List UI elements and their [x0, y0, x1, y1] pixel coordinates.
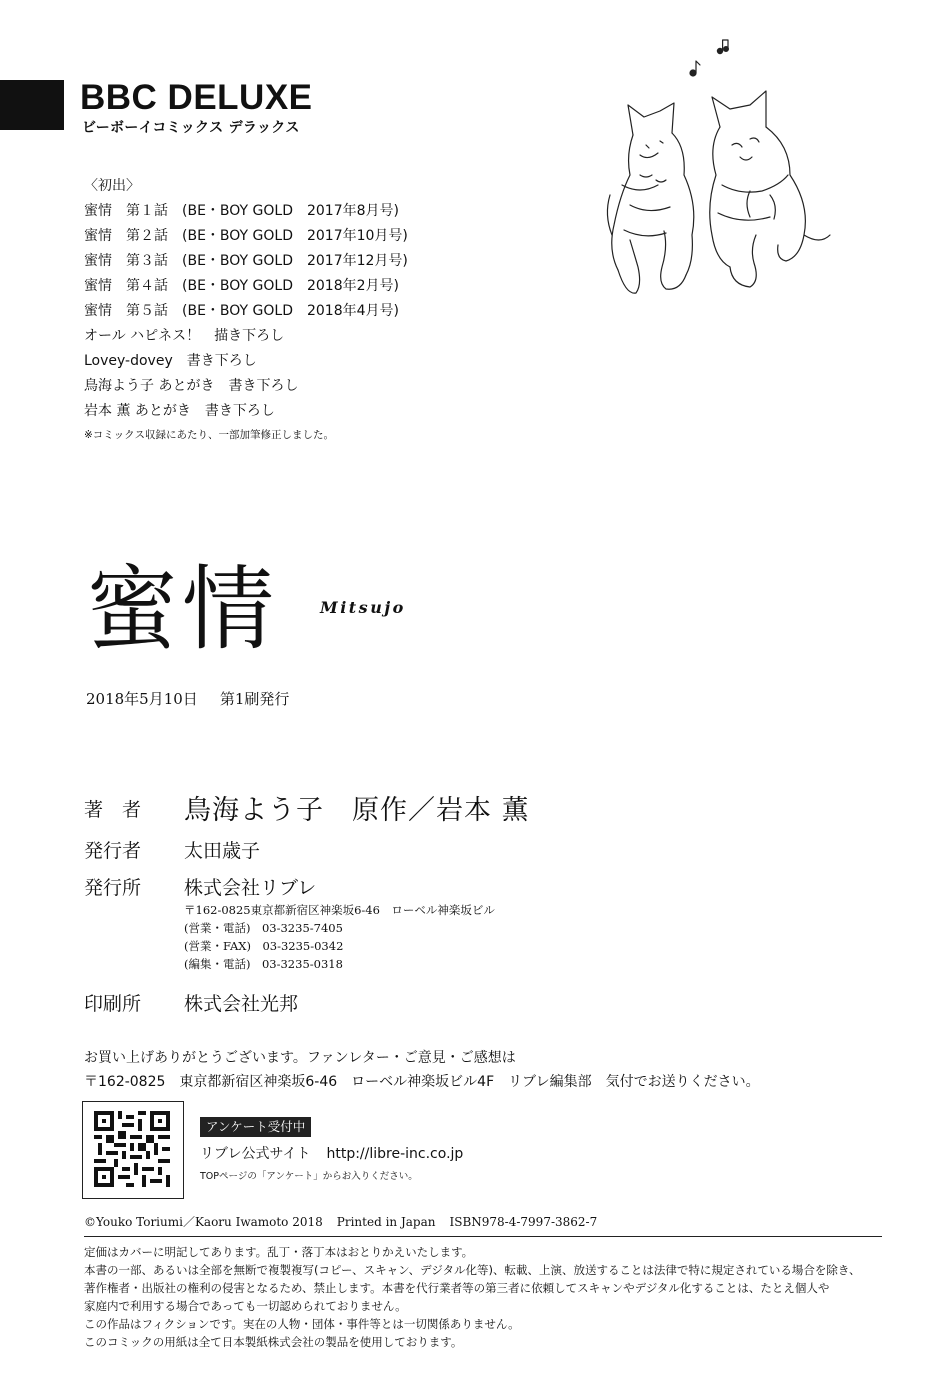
origin-item: オール ハピネス！ 描き下ろし — [84, 328, 285, 344]
music-note-icon — [690, 40, 728, 76]
official-site-link[interactable]: http://libre-inc.co.jp — [326, 1146, 464, 1162]
fan-letter-info — [84, 1046, 760, 1094]
legal-line: 家庭内で利用する場合であっても一切認められておりません。 — [84, 1299, 407, 1313]
publisher-address — [184, 901, 495, 973]
address-line: (営業・電話) 03-3235-7405 — [184, 921, 343, 935]
publication-date-value: 2018年5月10日 — [86, 690, 198, 708]
copyright-holders: ©Youko Toriumi／Kaoru Iwamoto 2018 — [84, 1215, 323, 1229]
address-line: (編集・電話) 03-3235-0318 — [184, 957, 343, 971]
official-site-label: リブレ公式サイト — [200, 1146, 311, 1162]
address-line: (営業・FAX) 03-3235-0342 — [184, 939, 344, 953]
book-title: 蜜情 — [86, 556, 279, 663]
legal-line: 著作権者・出版社の権利の侵害となるため、禁止します。本書を代行業者等の第三者に依頼してスキャンやデジタル化することは、たとえ個人や — [84, 1281, 830, 1295]
edition-label: 第1刷発行 — [219, 690, 290, 708]
author-value: 鳥海よう子 原作／岩本 薫 — [184, 795, 530, 826]
official-site-line — [200, 1143, 479, 1163]
origin-item: 蜜情 第４話 (BE・BOY GOLD 2018年2月号) — [84, 278, 399, 294]
origin-item: 蜜情 第２話 (BE・BOY GOLD 2017年10月号) — [84, 228, 408, 244]
publication-date — [86, 688, 311, 709]
right-cat-drawing — [710, 91, 830, 287]
origin-item: 蜜情 第１話 (BE・BOY GOLD 2017年8月号) — [84, 203, 399, 219]
origin-item: 鳥海よう子 あとがき 書き下ろし — [84, 378, 299, 394]
publisher-person-label: 発行者 — [84, 840, 142, 862]
legal-notice — [84, 1243, 860, 1351]
isbn: ISBN978-4-7997-3862-7 — [449, 1215, 598, 1229]
survey-note: TOPページの「アンケート」からお入りください。 — [200, 1171, 418, 1182]
dancing-cats-illustration — [600, 35, 840, 305]
legal-line: この作品はフィクションです。実在の人物・団体・事件等とは一切関係ありません。 — [84, 1317, 520, 1331]
origin-heading: 〈初出〉 — [84, 178, 140, 194]
origin-note: ※コミックス収録にあたり、一部加筆修正しました。 — [84, 429, 334, 441]
publisher-value: 株式会社リブレ — [184, 877, 317, 899]
brand-subtitle: ビーボーイコミックス デラックス — [82, 120, 300, 136]
publisher-person-value: 太田歳子 — [184, 840, 261, 862]
legal-line: 定価はカバーに明記してあります。乱丁・落丁本はおとりかえいたします。 — [84, 1245, 474, 1259]
survey-badge: アンケート受付中 — [200, 1117, 311, 1137]
printer-value: 株式会社光邦 — [184, 993, 299, 1015]
left-cat-drawing — [607, 103, 693, 293]
brand-title: BBC DELUXE — [80, 78, 313, 117]
origin-item: 蜜情 第５話 (BE・BOY GOLD 2018年4月号) — [84, 303, 399, 319]
divider — [84, 1236, 882, 1237]
origin-item: 蜜情 第３話 (BE・BOY GOLD 2017年12月号) — [84, 253, 408, 269]
thanks-line: お買い上げありがとうございます。ファンレター・ご意見・ご感想は — [84, 1050, 516, 1066]
legal-line: このコミックの用紙は全て日本製紙株式会社の製品を使用しております。 — [84, 1335, 463, 1349]
legal-line: 本書の一部、あるいは全部を無断で複製複写(コピー、スキャン、デジタル化等)、転載、上演、放送することは法律で特に規定されている場合を除き、 — [84, 1263, 861, 1277]
thanks-line: 〒162-0825 東京都新宿区神楽坂6-46 ローベル神楽坂ビル4F リブレ編集部 気付でお送りください。 — [84, 1074, 760, 1090]
publisher-label: 発行所 — [84, 877, 142, 899]
printed-in: Printed in Japan — [336, 1215, 436, 1229]
address-line: 〒162-0825東京都新宿区神楽坂6-46 ローベル神楽坂ビル — [184, 903, 495, 917]
author-label: 著 者 — [84, 799, 142, 821]
brand-bar — [0, 80, 64, 130]
origin-item: Lovey-dovey 書き下ろし — [84, 353, 257, 369]
book-title-romaji: Mitsujo — [320, 598, 406, 617]
qr-code-icon[interactable] — [94, 1111, 170, 1187]
origin-list — [84, 174, 408, 446]
origin-item: 岩本 薫 あとがき 書き下ろし — [84, 403, 275, 419]
printer-label: 印刷所 — [84, 993, 142, 1015]
copyright-line — [84, 1213, 611, 1230]
